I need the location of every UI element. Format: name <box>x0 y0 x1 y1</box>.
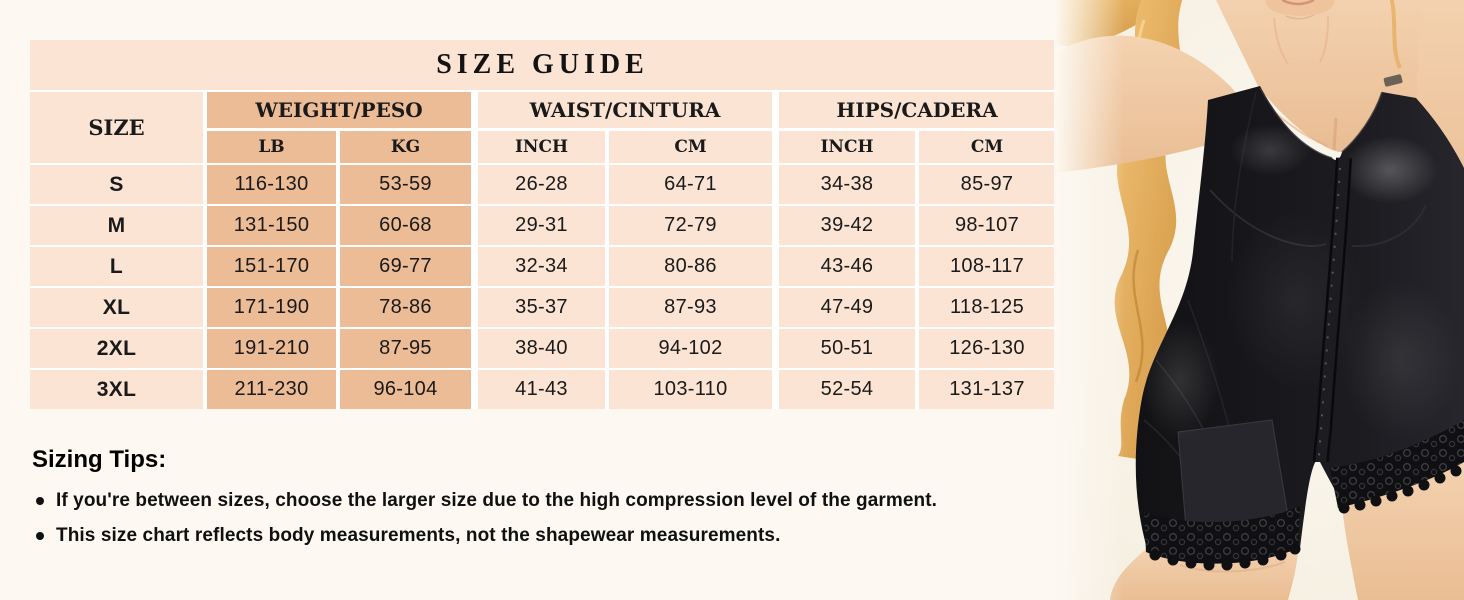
cell-hips_cm: 98-107 <box>919 206 1055 245</box>
cell-hips_in: 34-38 <box>779 165 915 204</box>
column-header-hips: HIPS/CADERA <box>779 92 1055 128</box>
cell-lb: 211-230 <box>207 370 336 409</box>
column-header-waist: WAIST/CINTURA <box>478 92 772 128</box>
cell-hips_in: 43-46 <box>779 247 915 286</box>
column-header-kg: KG <box>340 131 471 163</box>
cell-kg: 78-86 <box>340 288 471 327</box>
tip-item <box>32 525 937 547</box>
model-photo <box>1054 0 1464 600</box>
cell-waist_in: 38-40 <box>478 329 605 368</box>
column-group-weight <box>207 92 471 163</box>
cell-hips_cm: 126-130 <box>919 329 1055 368</box>
table-row <box>30 288 1055 327</box>
cell-hips_in: 47-49 <box>779 288 915 327</box>
cell-waist_cm: 87-93 <box>609 288 772 327</box>
size-rows <box>30 165 1055 409</box>
column-header-size: SIZE <box>30 92 203 163</box>
cell-hips_cm: 108-117 <box>919 247 1055 286</box>
cell-lb: 191-210 <box>207 329 336 368</box>
cell-size: S <box>30 165 203 204</box>
size-guide-title: SIZE GUIDE <box>30 40 1055 90</box>
cell-kg: 96-104 <box>340 370 471 409</box>
table-row <box>30 329 1055 368</box>
cell-lb: 151-170 <box>207 247 336 286</box>
table-row <box>30 370 1055 409</box>
cell-hips_cm: 118-125 <box>919 288 1055 327</box>
cell-waist_cm: 72-79 <box>609 206 772 245</box>
cell-waist_in: 41-43 <box>478 370 605 409</box>
size-guide-table <box>30 40 1055 409</box>
column-header-weight: WEIGHT/PESO <box>207 92 471 128</box>
cell-lb: 171-190 <box>207 288 336 327</box>
cell-kg: 87-95 <box>340 329 471 368</box>
table-row <box>30 165 1055 204</box>
cell-lb: 131-150 <box>207 206 336 245</box>
column-group-waist <box>478 92 772 163</box>
sizing-tips <box>32 446 937 560</box>
cell-waist_cm: 94-102 <box>609 329 772 368</box>
cell-waist_cm: 80-86 <box>609 247 772 286</box>
bullet-icon <box>36 497 44 505</box>
column-header-waist-cm: CM <box>609 131 772 163</box>
cell-size: 3XL <box>30 370 203 409</box>
cell-size: 2XL <box>30 329 203 368</box>
cell-waist_in: 35-37 <box>478 288 605 327</box>
tip-item <box>32 490 937 512</box>
cell-hips_cm: 85-97 <box>919 165 1055 204</box>
cell-waist_in: 29-31 <box>478 206 605 245</box>
cell-hips_in: 50-51 <box>779 329 915 368</box>
sizing-tips-heading: Sizing Tips: <box>32 446 167 473</box>
table-row <box>30 247 1055 286</box>
cell-kg: 60-68 <box>340 206 471 245</box>
cell-kg: 69-77 <box>340 247 471 286</box>
table-row <box>30 206 1055 245</box>
cell-waist_in: 32-34 <box>478 247 605 286</box>
cell-size: L <box>30 247 203 286</box>
table-header <box>30 92 1055 163</box>
cell-lb: 116-130 <box>207 165 336 204</box>
cell-kg: 53-59 <box>340 165 471 204</box>
cell-hips_in: 52-54 <box>779 370 915 409</box>
cell-waist_cm: 64-71 <box>609 165 772 204</box>
column-header-hips-cm: CM <box>919 131 1055 163</box>
column-header-hips-inch: INCH <box>779 131 915 163</box>
column-group-hips <box>779 92 1055 163</box>
bullet-icon <box>36 532 44 540</box>
cell-waist_cm: 103-110 <box>609 370 772 409</box>
cell-size: M <box>30 206 203 245</box>
cell-hips_cm: 131-137 <box>919 370 1055 409</box>
tip-text: This size chart reflects body measurements, not the shapewear measurements. <box>56 525 781 546</box>
cell-hips_in: 39-42 <box>779 206 915 245</box>
column-header-lb: LB <box>207 131 336 163</box>
tip-text: If you're between sizes, choose the larger size due to the high compression level of the garment. <box>56 490 938 511</box>
cell-size: XL <box>30 288 203 327</box>
column-header-waist-inch: INCH <box>478 131 605 163</box>
cell-waist_in: 26-28 <box>478 165 605 204</box>
